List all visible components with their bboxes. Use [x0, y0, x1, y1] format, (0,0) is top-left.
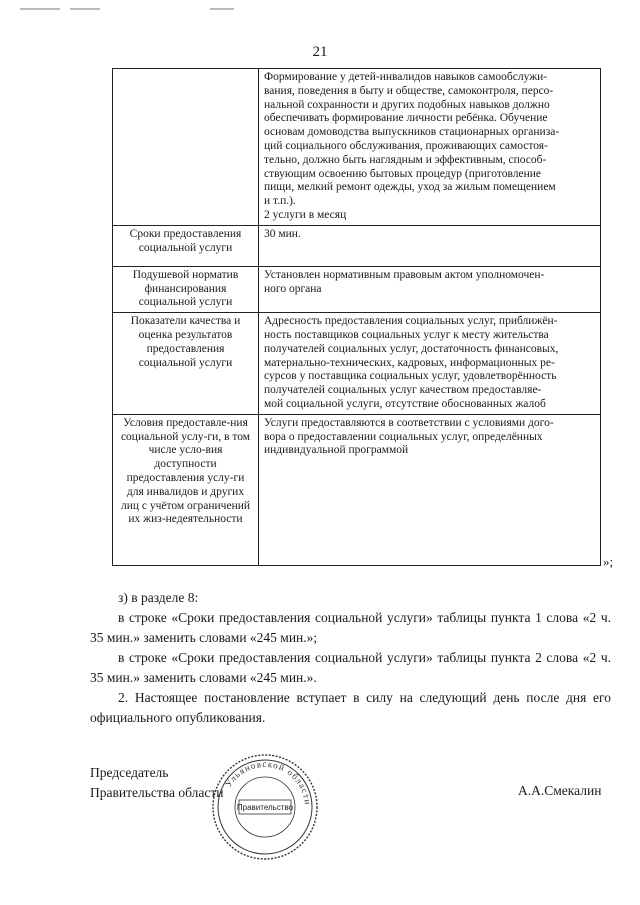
signer-title-line-1: Председатель [90, 765, 169, 780]
table-row [113, 69, 601, 226]
seal-center-text: Правительство [236, 803, 294, 812]
paragraph-amendment-1: в строке «Сроки предоставления социальной услуги» таблицы пункта 1 слова «2 ч. 35 мин.» заменить словами «245 мин.»; [90, 610, 611, 645]
row-label [113, 69, 259, 226]
scan-artifact [210, 8, 234, 10]
official-seal-stamp [210, 752, 320, 862]
row-label: Показатели качества и оценка результатов предоставления социальной услуги [113, 313, 259, 415]
closing-quote-mark: »; [603, 554, 614, 569]
signer-name: А.А.Смекалин [518, 783, 602, 798]
table-row [113, 225, 601, 266]
signer-title-line-2: Правительства области [90, 785, 224, 800]
table-row [113, 313, 601, 415]
paragraph-effective-date: 2. Настоящее постановление вступает в силу на следующий день после дня его официального опубликования. [90, 690, 611, 725]
amendment-text [90, 588, 611, 728]
scan-artifact [70, 8, 100, 10]
table-row [113, 414, 601, 565]
svg-text:Ульяновской области [223, 759, 313, 806]
page-number: 21 [312, 44, 328, 60]
row-value: 30 мин. [259, 225, 601, 266]
row-label: Сроки предоставления социальной услуги [113, 225, 259, 266]
service-table [112, 68, 601, 566]
table-row [113, 266, 601, 312]
row-label: Подушевой норматив финансирования социальной услуги [113, 266, 259, 312]
row-value: Адресность предоставления социальных услуг, приближён- ность поставщиков социальных услуг к месту жительства получателей социальных услуг, достаточность финансовых, материально-технических, кадровых, информационных ре- сурсов у поставщика социальных услуг, удовлетворённость получателей социальных услуг качеством предоставляе- мой социальной услуги, отсутствие обоснованных жалоб [259, 313, 601, 415]
paragraph-amendment-2: в строке «Сроки предоставления социальной услуги» таблицы пункта 2 слова «2 ч. 35 мин.» заменить словами «245 мин.». [90, 650, 611, 685]
row-value: Услуги предоставляются в соответствии с условиями дого- вора о предоставлении социальных услуг, определённых индивидуальной программой [259, 414, 601, 565]
row-value: Формирование у детей-инвалидов навыков самообслужи- вания, поведения в быту и обществе, самоконтроля, персо- нальной сохранности и других подобных навыков должно обеспечивать формирование личности ребёнка. Обучение основам домоводства выпускников стационарных организа- ций социального обслуживания, проживающих самостоя- тельно, должно быть наглядным и эффективным, способ- ствующим освоению бытовых процедур (приготовление пищи, мелкий ремонт одежды, уход за жилым помещением и т.п.). 2 услуги в месяц [259, 69, 601, 226]
row-label: Условия предоставле-ния социальной услу-ги, в том числе усло-вия доступности предоставления услу-ги для инвалидов и других лиц с учётом ограничений их жиз-недеятельности [113, 414, 259, 565]
paragraph-section-heading: з) в разделе 8: [118, 590, 199, 605]
signature-block [90, 763, 223, 803]
row-value: Установлен нормативным правовым актом уполномочен- ного органа [259, 266, 601, 312]
scan-artifact [20, 8, 60, 10]
seal-ring-text: Ульяновской области [223, 758, 314, 806]
